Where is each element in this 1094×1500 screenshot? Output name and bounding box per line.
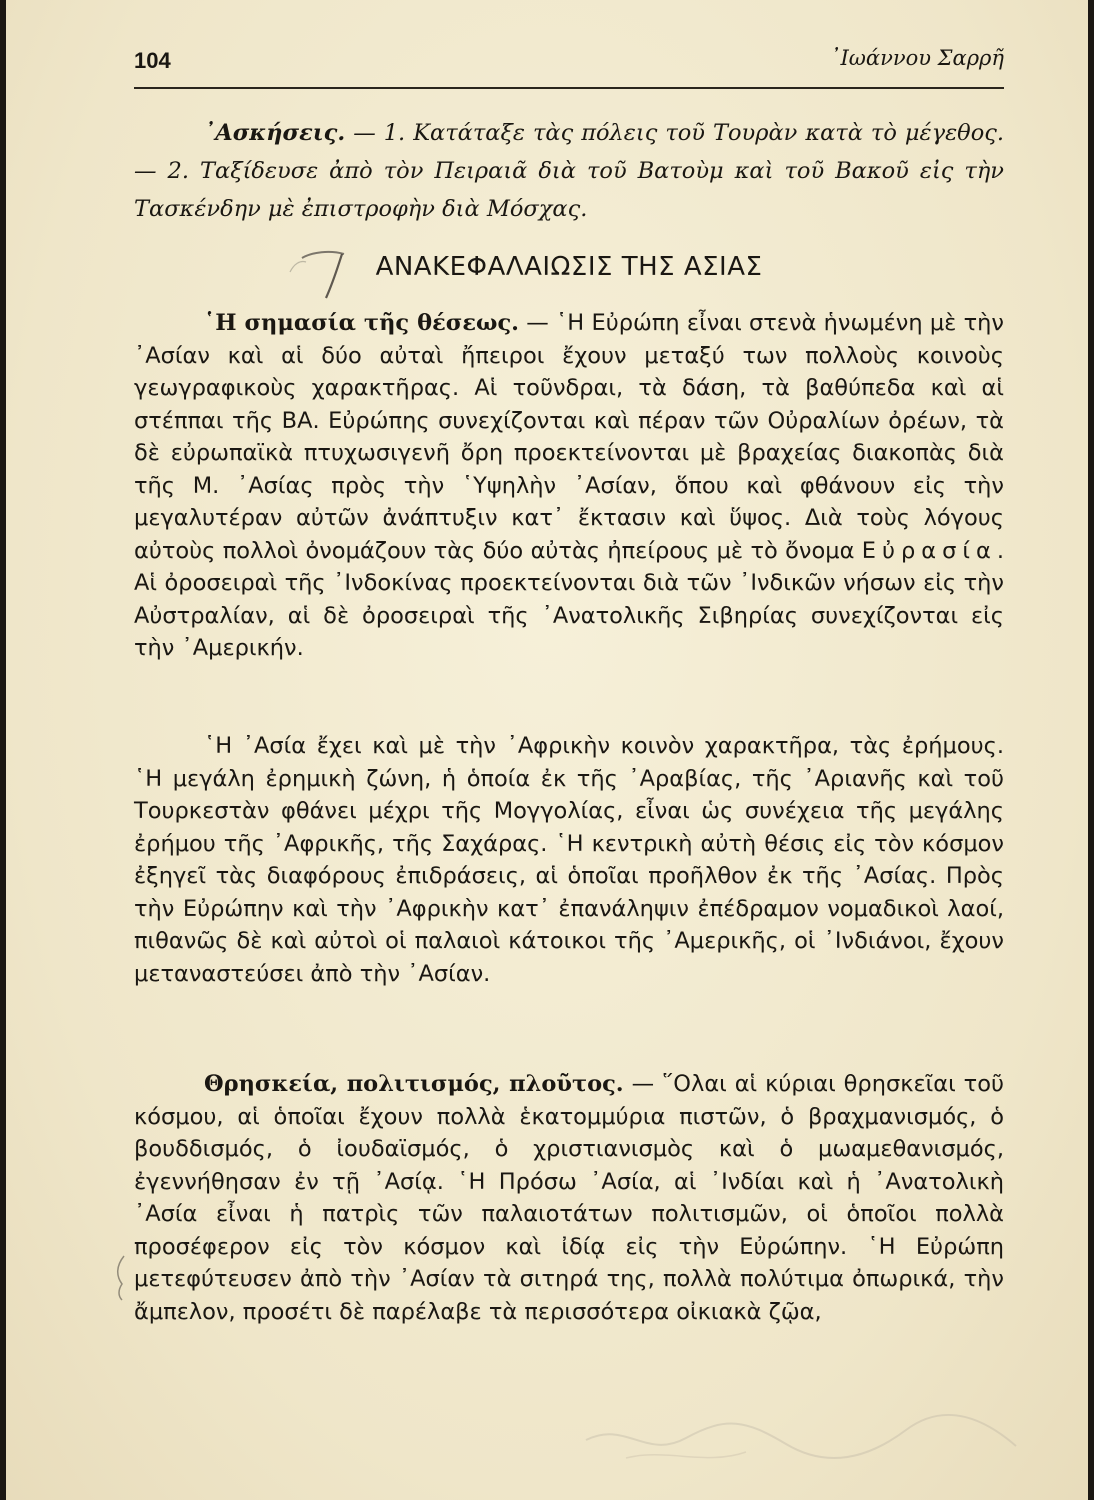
paragraph-text: . Αἱ ὀροσειραὶ τῆς ᾿Ινδοκίνας προεκτείνονται διὰ τῶν ᾿Ινδικῶν νήσων εἰς τὴν Αὐστραλίαν, αἱ δὲ ὀροσειραὶ τῆς ᾿Ανατολικῆς Σιβηρίας συνεχίζονται εἰς τὴν ᾿Αμερικήν. xyxy=(134,537,1004,661)
header-rule xyxy=(134,87,1004,89)
paragraph-text: — ῾Η Εὐρώπη εἶναι στενὰ ἡνωμένη μὲ τὴν ᾿Ασίαν καὶ αἱ δύο αὐταὶ ἤπειροι ἔχουν μεταξύ των πολλοὺς κοινοὺς γεωγραφικοὺς χαρακτῆρας. Αἱ τοῦνδραι, τὰ δάση, τὰ βαθύπεδα καὶ αἱ στέππαι τῆς ΒΑ. Εὐρώπης συνεχίζονται καὶ πέραν τῶν Οὐραλίων ὀρέων, τὰ δὲ εὐρωπαϊκὰ πτυχωσιγενῆ ὄρη προεκτείνονται μὲ βραχείας διακοπὰς διὰ τῆς Μ. ᾿Ασίας πρὸς τὴν ῾Υψηλὴν ᾿Ασίαν, ὅπου καὶ φθάνουν εἰς τὴν μεγαλυτέραν αὐτῶν ἀνάπτυξιν κατ᾿ ἔκτασιν καὶ ὕψος. Διὰ τοὺς λόγους αὐτοὺς πολλοὶ ὀνομάζουν τὰς δύο αὐτὰς ἠπείρους μὲ τὸ ὄνομα xyxy=(134,310,1004,564)
page-number: 104 xyxy=(134,48,171,73)
exercises-label: ᾿Ασκήσεις. xyxy=(204,120,346,146)
section-title: ΑΝΑΚΕΦΑΛΑΙΩΣΙΣ ΤΗΣ ΑΣΙΑΣ xyxy=(375,252,763,282)
paragraph-subhead: ῾Η σημασία τῆς θέσεως. xyxy=(204,310,519,336)
spaced-term: Εὐρασία xyxy=(861,537,997,564)
page-header xyxy=(134,46,1004,86)
margin-mark-icon xyxy=(110,1252,130,1302)
paragraph-text: — ῞Ολαι αἱ κύριαι θρησκεῖαι τοῦ κόσμου, αἱ ὁποῖαι ἔχουν πολλὰ ἑκατομμύρια πιστῶν, ὁ βραχμανισμός, ὁ βουδδισμός, ὁ ἰουδαϊσμός, ὁ χριστιανισμὸς καὶ ὁ μωαμεθανισμός, ἐγεννήθησαν ἐν τῇ ᾿Ασίᾳ. ῾Η Πρόσω ᾿Ασία, αἱ ᾿Ινδίαι καὶ ἡ ᾿Ανατολικὴ ᾿Ασία εἶναι ἡ πατρὶς τῶν παλαιοτάτων πολιτισμῶν, οἱ ὁποῖοι πολλὰ προσέφερον εἰς τὸν κόσμον καὶ ἰδίᾳ εἰς τὴν Εὐρώπην. ῾Η Εὐρώπη μετεφύτευσεν ἀπὸ τὴν ᾿Ασίαν τὰ σιτηρά της, πολλὰ πολύτιμα ὀπωρικά, τὴν ἄμπελον, προσέτι δὲ παρέλαβε τὰ περισσότερα οἰκιακὰ ζῷα, xyxy=(134,1071,1004,1325)
paragraph-subhead: Θρησκεία, πολιτισμός, πλοῦτος. xyxy=(204,1071,624,1097)
exercises-text: — 1. Κατάταξε τὰς πόλεις τοῦ Τουρὰν κατὰ τὸ μέγεθος. — 2. Ταξίδευσε ἀπὸ τὸν Πειραιᾶ διὰ τοῦ Βατοὺμ καὶ τοῦ Βακοῦ εἰς τὴν Τασκένδην μὲ ἐπιστροφὴν διὰ Μόσχας. xyxy=(134,120,1004,222)
paragraph-religion-civilization-wealth xyxy=(134,1068,1004,1328)
paragraph-asia-africa xyxy=(134,730,1004,990)
handwritten-scribble-icon xyxy=(566,1400,1026,1480)
paragraph-significance-of-position xyxy=(134,307,1004,665)
paragraph-text: ῾Η ᾿Ασία ἔχει καὶ μὲ τὴν ᾿Αφρικὴν κοινὸν χαρακτῆρα, τὰς ἐρήμους. ῾Η μεγάλη ἐρημικὴ ζώνη, ἡ ὁποία ἐκ τῆς ᾿Αραβίας, τῆς ᾿Αριανῆς καὶ τοῦ Τουρκεστὰν φθάνει μέχρι τῆς Μογγολίας, εἶναι ὡς συνέχεια τῆς μεγάλης ἐρήμου τῆς ᾿Αφρικῆς, τῆς Σαχάρας. ῾Η κεντρικὴ αὐτὴ θέσις εἰς τὸν κόσμον ἐξηγεῖ τὰς διαφόρους ἐπιδράσεις, αἱ ὁποῖαι προῆλθον ἐκ τῆς ᾿Ασίας. Πρὸς τὴν Εὐρώπην καὶ τὴν ᾿Αφρικὴν κατ᾿ ἐπανάληψιν ἐπέδραμον νομαδικοὶ λαοί, πιθανῶς δὲ καὶ αὐτοὶ οἱ παλαιοὶ κάτοικοι τῆς ᾿Αμερικῆς, οἱ ᾿Ινδιάνοι, ἔχουν μεταναστεύσει ἀπὸ τὴν ᾿Ασίαν. xyxy=(134,733,1004,987)
book-page xyxy=(6,0,1088,1500)
running-head-author: ᾿Ιωάννου Σαρρῆ xyxy=(829,46,1004,70)
exercises-paragraph xyxy=(134,114,1004,228)
